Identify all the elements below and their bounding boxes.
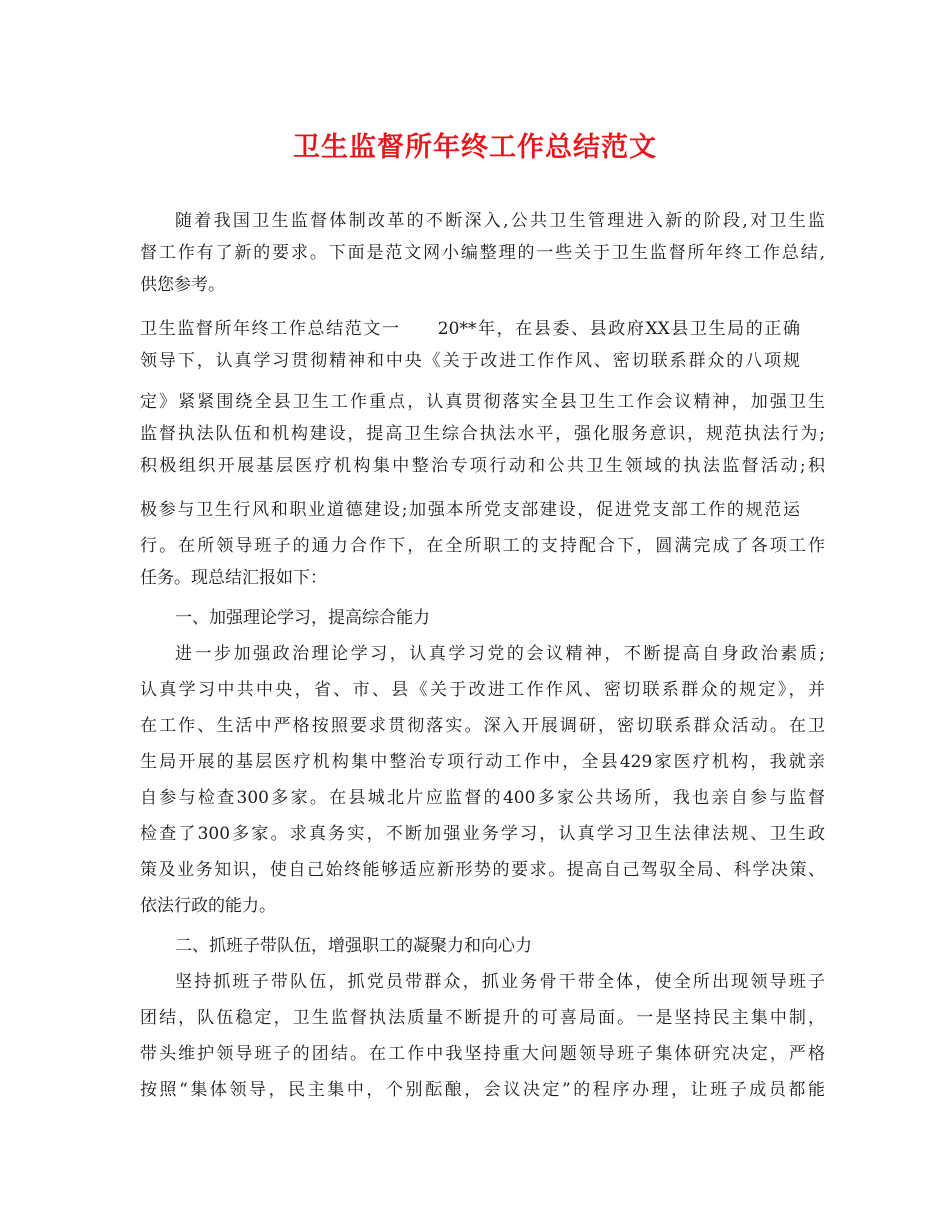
paragraph-line: 卫生监督所年终工作总结范文一 20**年，在县委、县政府XX县卫生局的正确 (140, 319, 800, 339)
paragraph-line: 定》紧紧围绕全县卫生工作重点，认真贯彻落实全县卫生工作会议精神，加强卫生 (140, 392, 825, 412)
paragraph-line: 督工作有了新的要求。下面是范文网小编整理的一些关于卫生监督所年终工作总结, (140, 243, 825, 263)
paragraph-line: 策及业务知识，使自己始终能够适应新形势的要求。提高自己驾驭全局、科学决策、 (140, 860, 825, 880)
paragraph-line: 供您参考。 (140, 275, 225, 295)
paragraph-line: 依法行政的能力。 (140, 896, 276, 916)
document-title: 卫生监督所年终工作总结范文 (293, 132, 657, 163)
paragraph-line: 随着我国卫生监督体制改革的不断深入,公共卫生管理进入新的阶段,对卫生监 (175, 211, 825, 231)
paragraph-line: 行。在所领导班子的通力合作下，在全所职工的支持配合下，圆满完成了各项工作 (140, 536, 825, 556)
section-heading: 一、加强理论学习，提高综合能力 (175, 608, 430, 628)
paragraph-line: 团结，队伍稳定，卫生监督执法质量不断提升的可喜局面。一是坚持民主集中制， (140, 1008, 825, 1028)
paragraph-line: 带头维护领导班子的团结。在工作中我坚持重大问题领导班子集体研究决定，严格 (140, 1044, 825, 1064)
paragraph-line: 任务。现总结汇报如下： (140, 568, 327, 588)
paragraph-line: 监督执法队伍和机构建设，提高卫生综合执法水平，强化服务意识，规范执法行为; (140, 424, 825, 444)
paragraph-line: 按照“集体领导，民主集中，个别酝酿，会议决定”的程序办理，让班子成员都能 (140, 1080, 825, 1100)
paragraph-line: 认真学习中共中央，省、市、县《关于改进工作作风、密切联系群众的规定》，并 (140, 680, 825, 700)
paragraph-line: 自参与检查300多家。在县城北片应监督的400多家公共场所，我也亲自参与监督 (140, 788, 825, 808)
paragraph-line: 生局开展的基层医疗机构集中整治专项行动工作中，全县429家医疗机构，我就亲 (140, 752, 825, 772)
paragraph-line: 积极组织开展基层医疗机构集中整治专项行动和公共卫生领域的执法监督活动;积 (140, 456, 825, 476)
paragraph-line: 进一步加强政治理论学习，认真学习党的会议精神，不断提高自身政治素质; (175, 644, 825, 664)
paragraph-line: 坚持抓班子带队伍，抓党员带群众，抓业务骨干带全体，使全所出现领导班子 (175, 972, 825, 992)
paragraph-line: 检查了300多家。求真务实，不断加强业务学习，认真学习卫生法律法规、卫生政 (140, 824, 825, 844)
section-heading: 二、抓班子带队伍，增强职工的凝聚力和向心力 (175, 936, 532, 956)
paragraph-line: 在工作、生活中严格按照要求贯彻落实。深入开展调研，密切联系群众活动。在卫 (140, 716, 825, 736)
paragraph-line: 领导下，认真学习贯彻精神和中央《关于改进工作作风、密切联系群众的八项规 (140, 351, 800, 371)
paragraph-line: 极参与卫生行风和职业道德建设;加强本所党支部建设，促进党支部工作的规范运 (140, 500, 800, 520)
